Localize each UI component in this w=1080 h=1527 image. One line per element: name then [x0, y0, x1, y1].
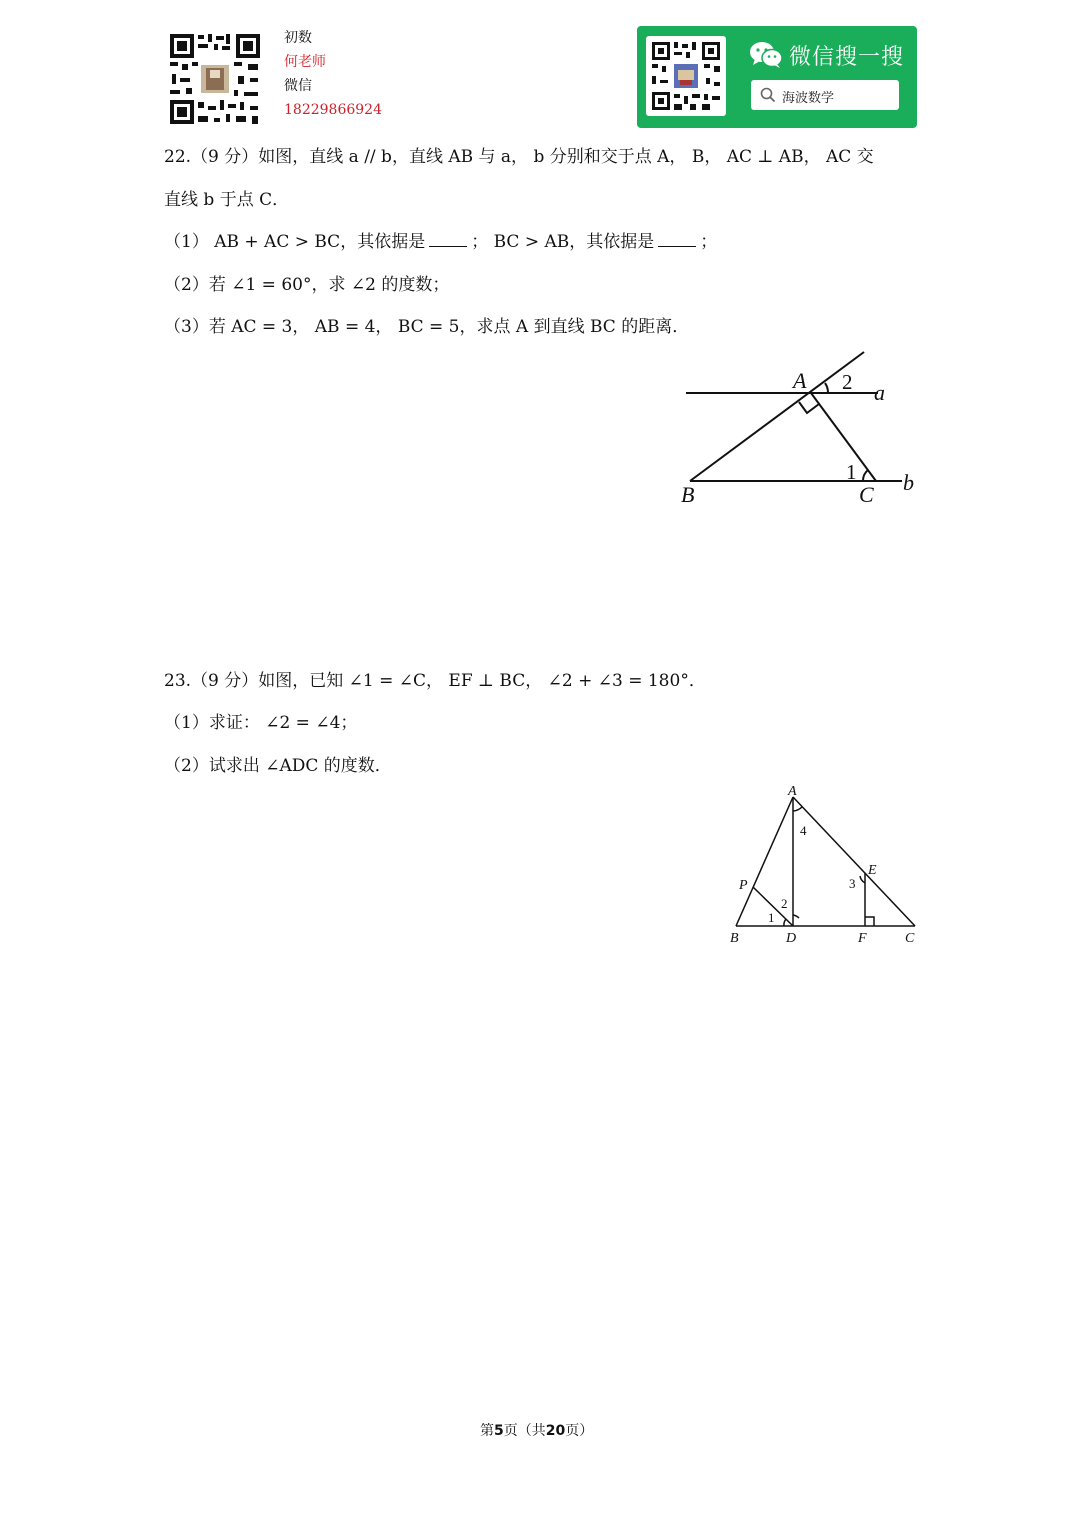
- q22-label-2: 2: [842, 370, 853, 394]
- q22-figure: [670, 340, 930, 515]
- q23-label-1: 1: [768, 910, 775, 925]
- q22-stem-line1: 22.（9 分）如图，直线 a // b，直线 AB 与 a， b 分别和交于点 A， B， AC ⊥ AB， AC 交: [164, 147, 874, 167]
- q22-label-C: C: [859, 482, 874, 507]
- footer-prefix: 第: [480, 1423, 494, 1439]
- q22-segment-ac: [811, 393, 876, 481]
- q23-label-F: F: [858, 931, 867, 946]
- q23-figure: [720, 785, 930, 950]
- q22-sub2: （2）若 ∠1 = 60°，求 ∠2 的度数；: [164, 275, 450, 295]
- q22-sub1: [164, 227, 717, 252]
- footer-total-pages: 20: [545, 1423, 566, 1439]
- q22-answer-blank-2[interactable]: [658, 232, 696, 247]
- q23-angle-2-arc: [793, 915, 799, 918]
- q22-label-A: A: [793, 368, 807, 393]
- q22-label-a: a: [874, 380, 885, 405]
- contact-info: [284, 26, 382, 122]
- q23-angle-4-arc: [793, 807, 802, 811]
- q22-line-ab-extended: [690, 352, 864, 481]
- q22-angle-1-arc: [863, 470, 868, 481]
- footer-suffix: 页）: [565, 1423, 594, 1439]
- footer-page-number: 5: [494, 1423, 504, 1439]
- q22-right-angle-mark: [799, 402, 819, 413]
- contact-subject: 初数: [284, 30, 312, 46]
- q23-stem: 23.（9 分）如图，已知 ∠1 = ∠C， EF ⊥ BC， ∠2 + ∠3 = 180°．: [164, 671, 706, 691]
- q23-label-E: E: [868, 863, 877, 878]
- q23-angle-1-arc: [784, 919, 786, 926]
- q22-sub3: （3）若 AC = 3， AB = 4， BC = 5，求点 A 到直线 BC 的距离．: [164, 317, 690, 337]
- contact-phone: 18229866924: [284, 102, 382, 118]
- wechat-search-banner: [637, 26, 917, 128]
- wechat-search-field[interactable]: [751, 80, 899, 110]
- q23-right-angle-f: [865, 917, 874, 926]
- q22-label-1: 1: [846, 460, 857, 484]
- q22-label-b: b: [903, 470, 914, 495]
- wechat-logo-icon: [749, 41, 783, 73]
- footer-mid: 页（共: [503, 1423, 546, 1439]
- q22-angle-2-arc: [825, 383, 828, 393]
- q23-sub2: （2）试求出 ∠ADC 的度数．: [164, 756, 392, 776]
- contact-qr-code: [168, 32, 262, 126]
- q23-label-3: 3: [849, 876, 856, 891]
- q22-sub1-part2: ； BC > AB，其依据是: [471, 232, 655, 252]
- q23-label-D: D: [786, 931, 797, 946]
- q22-label-B: B: [681, 482, 695, 507]
- q23-label-4: 4: [800, 823, 807, 838]
- q23-sub1: （1）求证： ∠2 = ∠4；: [164, 713, 358, 733]
- q22-sub1-part3: ；: [700, 232, 718, 252]
- q23-label-2: 2: [781, 896, 788, 911]
- wechat-qr-code: [646, 36, 726, 116]
- q23-segment-ac: [793, 797, 915, 926]
- q22-answer-blank-1[interactable]: [429, 232, 467, 247]
- wechat-search-text: 海波数学: [782, 91, 835, 106]
- contact-teacher: 何老师: [284, 54, 326, 70]
- q23-label-A: A: [788, 785, 797, 799]
- search-icon: [760, 87, 776, 107]
- q23-label-P: P: [739, 878, 748, 893]
- q22-sub1-part1: （1） AB + AC > BC，其依据是: [164, 232, 426, 252]
- contact-wechat-label: 微信: [284, 78, 312, 94]
- q23-label-B: B: [730, 931, 739, 946]
- q23-label-C: C: [905, 931, 915, 946]
- page-footer: [480, 1420, 593, 1440]
- q22-stem-line2: 直线 b 于点 C．: [164, 190, 290, 210]
- wechat-search-title: 微信搜一搜: [789, 45, 905, 70]
